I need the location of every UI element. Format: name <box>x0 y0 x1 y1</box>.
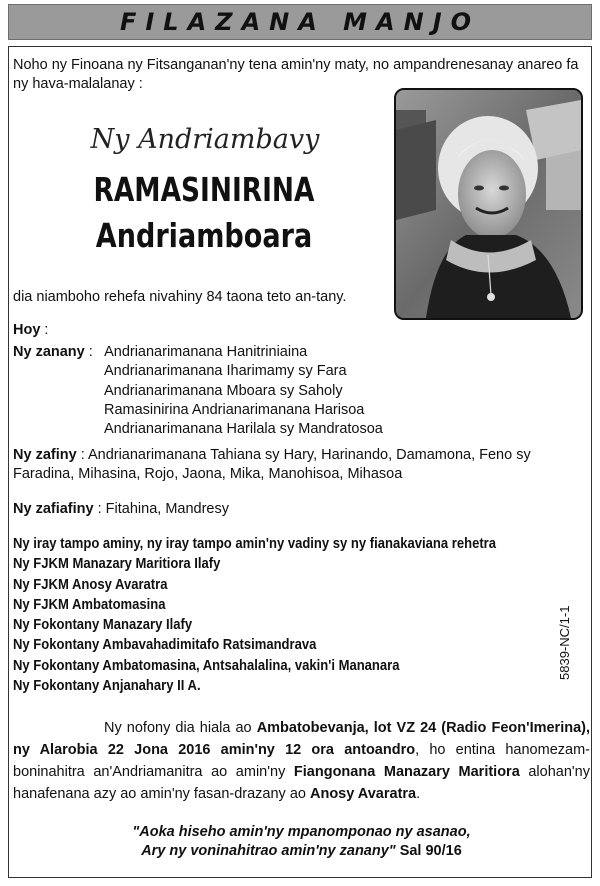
funeral-location-date: Ambatobevanja, lot VZ 24 (Radio Feon'Imerina), ny Alarobia 22 Jona 2016 amin'ny 12 ora antoandro <box>13 720 590 758</box>
children-block <box>13 343 591 439</box>
mourner-line: Ny Fokontany Manazary Ilafy <box>13 617 193 634</box>
verse-line: Ary ny voninahitrao amin'ny zanany" <box>141 843 396 859</box>
grandchildren-label: Ny zafiny <box>13 447 77 463</box>
funeral-burial-place: Anosy Avaratra <box>310 786 417 802</box>
deceased-surname: RAMASINIRINA <box>93 170 315 209</box>
child-row: Andrianarimanana Iharimamy sy Fara <box>104 363 347 380</box>
notice-header <box>8 4 592 40</box>
child-name: Andrianarimanana Hanitriniaina <box>104 344 308 360</box>
mourners-list <box>13 534 496 696</box>
mourner-line: Ny iray tampo aminy, ny iray tampo amin'ny vadiny sy ny fianakaviana rehetra <box>13 536 497 552</box>
children-first-row <box>13 343 591 362</box>
hoy-separator: : <box>40 322 49 338</box>
funeral-text: . <box>416 786 421 802</box>
funeral-text: , ho entina hanomezam-boninahitra an'Andriamanitra ao amin'ny <box>13 742 590 780</box>
funeral-text: alohan'ny hanafenana azy ao amin'ny fasan-drazany ao <box>13 764 590 802</box>
notice-title: FILAZANA MANJO <box>119 8 481 36</box>
grandchildren-list: : Andrianarimanana Tahiana sy Hary, Harinando, Damamona, Feno sy Faradina, Mihasina, Rojo, Jaona, Mika, Manohisoa, Mihasoa <box>13 447 531 483</box>
age-statement: dia niamboho rehefa nivahiny 84 taona teto an-tany. <box>13 289 347 305</box>
mourner-line: Ny FJKM Manazary Maritiora Ilafy <box>13 556 221 573</box>
intro-text: Noho ny Finoana ny Fitsanganan'ny tena amin'ny maty, no ampandrenesanay anareo fa ny hava-malalanay : <box>13 57 579 92</box>
deceased-honorific: Ny Andriambavy <box>90 124 320 155</box>
mourner-line: Ny Fokontany Anjanahary II A. <box>13 678 201 695</box>
great-grandchildren-label: Ny zafiafiny <box>13 501 94 517</box>
funeral-text: Ny nofony dia hiala ao <box>104 720 257 736</box>
children-label: Ny zanany <box>13 344 85 360</box>
hoy-label: Hoy <box>13 322 41 338</box>
verse-citation: Sal 90/16 <box>395 843 462 859</box>
funeral-church: Fiangonana Manazary Maritiora <box>293 764 520 780</box>
great-grandchildren-block <box>13 500 591 519</box>
reference-code: 5839-NC/1-1 <box>557 605 572 680</box>
mourner-line: Ny Fokontany Ambatomasina, Antsahalalina, vakin'i Mananara <box>13 657 400 674</box>
portrait-photo <box>394 88 583 320</box>
children-separator: : <box>84 344 105 360</box>
deceased-given-name: Andriamboara <box>95 216 313 255</box>
mourner-line: Ny FJKM Anosy Avaratra <box>13 576 168 593</box>
child-row: Ramasinirina Andrianarimanana Harisoa <box>104 401 365 418</box>
child-row: Andrianarimanana Harilala sy Mandratosoa <box>104 421 383 438</box>
grandchildren-block <box>13 446 591 485</box>
verse-line: "Aoka hiseho amin'ny mpanomponao ny asanao, <box>132 824 471 840</box>
mourner-line: Ny Fokontany Ambavahadimitafo Ratsimandrava <box>13 637 317 654</box>
mourner-line: Ny FJKM Ambatomasina <box>13 596 166 613</box>
scripture-verse <box>13 823 590 861</box>
portrait-image <box>396 90 581 318</box>
funeral-details <box>13 717 590 805</box>
great-grandchildren-list: : Fitahina, Mandresy <box>93 501 229 517</box>
hoy-line <box>13 321 591 340</box>
child-row: Andrianarimanana Mboara sy Saholy <box>104 382 343 399</box>
